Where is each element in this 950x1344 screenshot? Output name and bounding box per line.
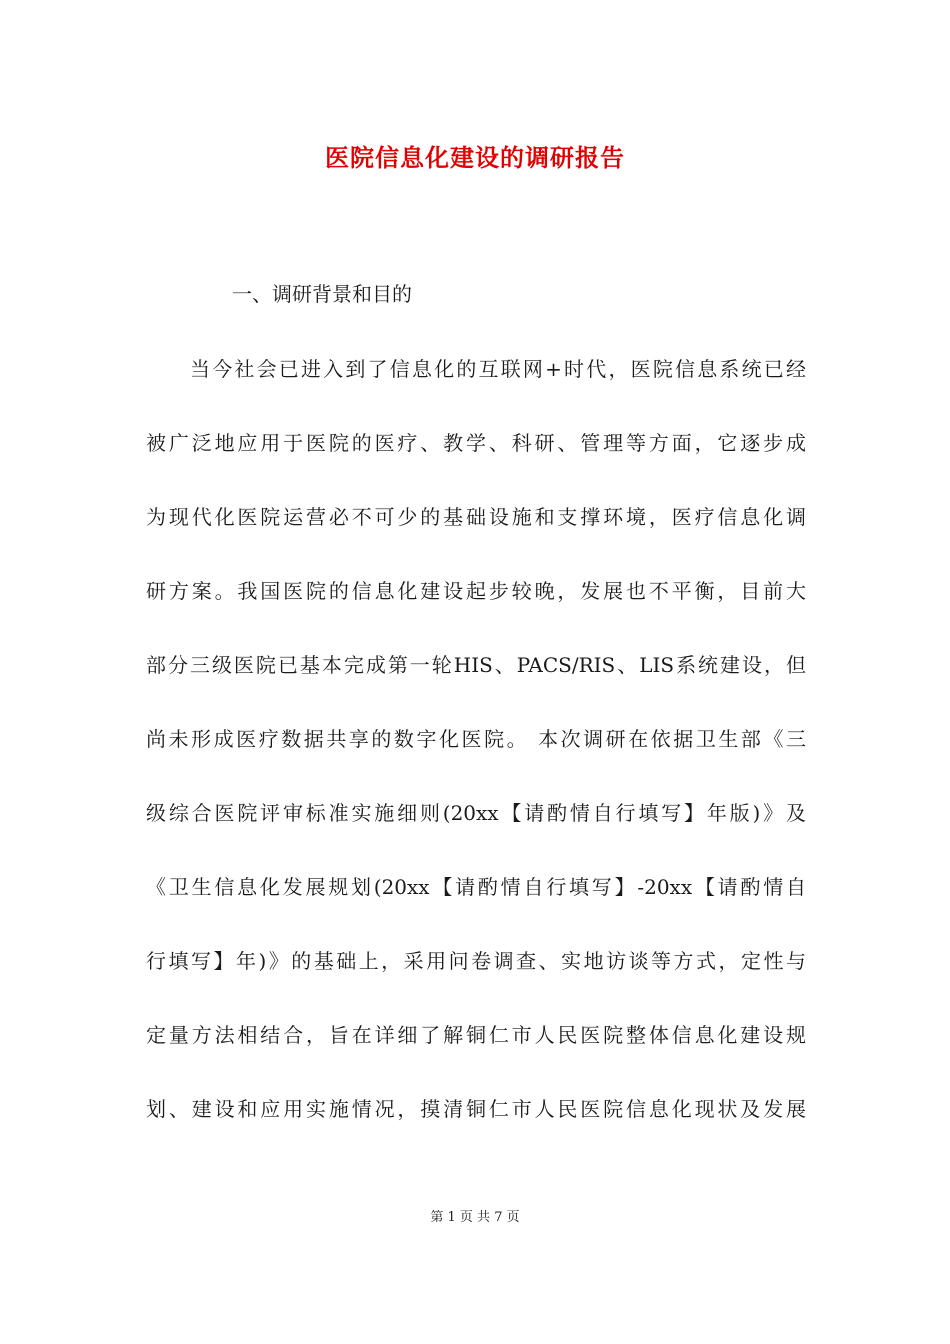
paragraph-line: 级综合医院评审标准实施细则(20xx【请酌情自行填写】年版)》及	[146, 801, 806, 825]
paragraph-line: 为现代化医院运营必不可少的基础设施和支撑环境，医疗信息化调	[146, 505, 806, 529]
page-number-footer: 第 1 页 共 7 页	[430, 1210, 520, 1225]
paragraph-line: 当今社会已进入到了信息化的互联网+时代，医院信息系统已经	[190, 357, 806, 381]
document-title: 医院信息化建设的调研报告	[325, 143, 625, 172]
paragraph-line: 划、建设和应用实施情况，摸清铜仁市人民医院信息化现状及发展	[146, 1097, 806, 1121]
body-paragraph	[146, 350, 806, 1164]
paragraph-line: 《卫生信息化发展规划(20xx【请酌情自行填写】-20xx【请酌情自	[146, 875, 806, 899]
paragraph-line: 研方案。我国医院的信息化建设起步较晚，发展也不平衡，目前大	[146, 579, 806, 603]
paragraph-line: 行填写】年)》的基础上，采用问卷调查、实地访谈等方式，定性与	[146, 949, 806, 973]
paragraph-line: 被广泛地应用于医院的医疗、教学、科研、管理等方面，它逐步成	[146, 431, 806, 455]
paragraph-line: 尚未形成医疗数据共享的数字化医院。 本次调研在依据卫生部《三	[146, 727, 806, 751]
paragraph-line: 部分三级医院已基本完成第一轮HIS、PACS/RIS、LIS系统建设，但	[146, 653, 806, 677]
paragraph-line: 定量方法相结合，旨在详细了解铜仁市人民医院整体信息化建设规	[146, 1023, 806, 1047]
section-heading: 一、调研背景和目的	[232, 282, 412, 306]
